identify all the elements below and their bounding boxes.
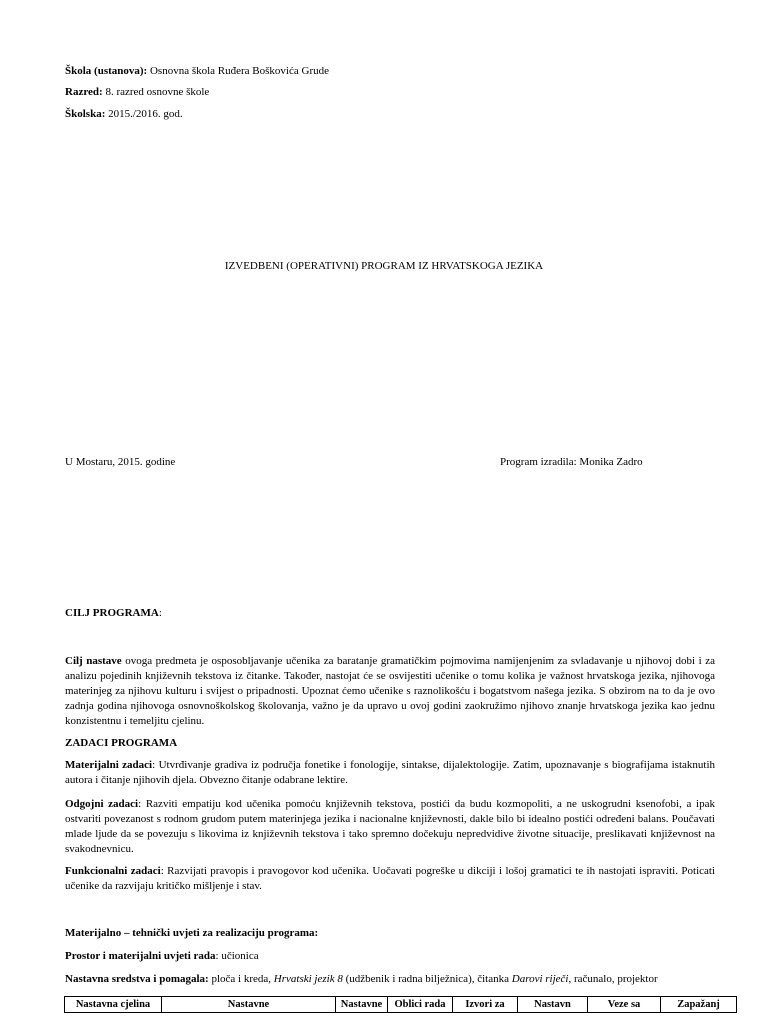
table-header-cell: Izvori za (453, 997, 518, 1013)
table-header-cell: Veze sa (588, 997, 661, 1013)
document-title: IZVEDBENI (OPERATIVNI) PROGRAM IZ HRVATSKOGA JEZIKA (224, 260, 544, 272)
aids-reader-title: Darovi riječi (511, 973, 569, 985)
table-header-cell: Zapažanj (661, 997, 737, 1013)
functional-tasks-text: : Razvijati pravopis i pravogovor kod učenika. Uočavati pogreške u dikciji i lošoj gramatici te ih nastojati ispraviti. Poticati učenike da razvijaju kritičko mišljenje i stav. (65, 865, 715, 892)
year-line (65, 107, 183, 122)
school-line (65, 64, 329, 79)
year-label: Školska: (65, 108, 106, 120)
space-label: Prostor i materijalni uvjeti rada (65, 950, 216, 962)
aids-line (65, 972, 658, 987)
plan-table (64, 996, 737, 1013)
educational-tasks-paragraph (65, 797, 715, 857)
aids-label: Nastavna sredstva i pomagala: (65, 973, 209, 985)
class-label: Razred: (65, 86, 103, 98)
material-tasks-label: Materijalni zadaci (65, 759, 153, 771)
year-value: 2015./2016. god. (108, 108, 183, 120)
school-label: Škola (ustanova): (65, 65, 148, 77)
educational-tasks-label: Odgojni zadaci (65, 798, 139, 810)
functional-tasks-label: Funkcionalni zadaci (65, 865, 161, 877)
table-header-cell: Oblici rada (388, 997, 453, 1013)
goal-heading: CILJ PROGRAMA (65, 607, 159, 619)
aids-textbook-title: Hrvatski jezik 8 (273, 973, 343, 985)
tasks-heading (65, 736, 177, 751)
table-header-cell: Nastavne (162, 997, 336, 1013)
place-date: U Mostaru, 2015. godine (65, 456, 176, 468)
educational-tasks-text: : Razviti empatiju kod učenika pomoću književnih tekstova, postići da budu kozmopoliti, a ne uskogrudni ksenofobi, a ipak ostvariti povezanost s rodnom grudom putem materinjega jezika i nacionalne književnosti, dakle bilo bi idealno postići određeni balans. Poučavati mlade ljude da se povezuju s likovima iz književnih tekstova i tako spremno dočekuju nepredvidive životne situacije, preslikavati književnost na svakodnevnicu. (65, 798, 715, 855)
aids-text-1: ploča i kreda, (208, 973, 274, 985)
tasks-heading-text: ZADACI PROGRAMA (65, 737, 178, 749)
aids-text-3: , računalo, projektor (568, 973, 658, 985)
space-line (65, 949, 259, 964)
goal-heading-colon: : (158, 607, 162, 619)
table-header-row (65, 997, 737, 1013)
goal-paragraph (65, 654, 715, 729)
material-tasks-paragraph (65, 758, 715, 788)
space-value: : učionica (215, 950, 259, 962)
functional-tasks-paragraph (65, 864, 715, 894)
goal-text: ovoga predmeta je osposobljavanje učenika za baratanje gramatičkim pojmovima namijenjenim za svladavanje u njihovoj dobi i za analizu pojedinih književnih tekstova iz čitanke. Također, nastojat će se osvijestiti učenike o tomu kolika je važnost hrvatskoga jezika, njihovoga materinjeg za njihovu kulturu i svijest o pripadnosti. Upoznat ćemo učenike s raznolikošću i bogatstvom našega jezika. S obzirom na to da je ovo zadnja godina njihovoga osnovnoškolskog školovanja, važno je da upravo u ovoj godini zaokružimo njihovo znanje hrvatskoga jezika kao jednu konzistentnu i temeljitu cjelinu. (65, 655, 715, 727)
aids-text-2: (udžbenik i radna bilježnica), čitanka (342, 973, 512, 985)
conditions-heading (65, 926, 318, 941)
class-value: 8. razred osnovne škole (105, 86, 210, 98)
school-value: Osnovna škola Ruđera Boškovića Grude (149, 65, 329, 77)
class-line (65, 85, 209, 100)
conditions-heading-text: Materijalno – tehnički uvjeti za realizaciju programa: (65, 927, 319, 939)
table-header-cell: Nastavn (518, 997, 588, 1013)
program-author: Program izradila: Monika Zadro (500, 456, 643, 468)
table-header-cell: Nastavna cjelina (65, 997, 162, 1013)
goal-heading-line (65, 606, 162, 621)
material-tasks-text: : Utvrđivanje gradiva iz područja fonetike i fonologije, sintakse, dijalektologije. Zatim, upoznavanje s biografijama istaknutih autora i čitanje njihovih djela. Obvezno čitanje odabrane lektire. (65, 759, 716, 786)
goal-lead: Cilj nastave (65, 655, 122, 667)
table-header-cell: Nastavne (336, 997, 388, 1013)
